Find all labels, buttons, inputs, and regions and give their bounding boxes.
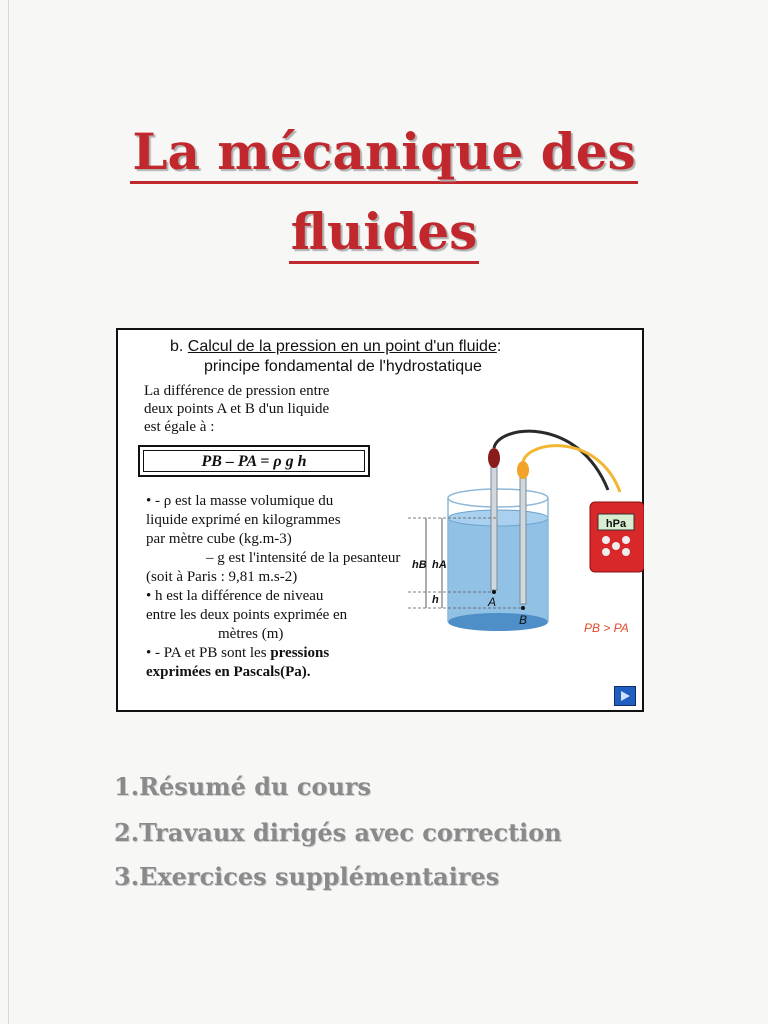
h-def-3: mètres (m) <box>218 626 284 642</box>
h-def-1: • h est la différence de niveau <box>146 588 324 604</box>
label-hA: hA <box>432 559 447 571</box>
section-title: b. Calcul de la pression en un point d'un fluide: <box>170 338 502 355</box>
beaker <box>448 489 548 631</box>
label-B: B <box>519 613 528 627</box>
pressure-formula: PB – PA = ρ g h <box>143 450 365 472</box>
manometer-device <box>590 502 644 572</box>
p-def-1: • - PA et PB sont les pressions <box>146 645 330 661</box>
label-h: h <box>432 594 439 606</box>
intro-text: La différence de pression entre deux points A et B d'un liquide est égale à : <box>144 383 330 435</box>
p-def-2: exprimées en Pascals(Pa). <box>146 664 311 680</box>
section-subtitle: principe fondamental de l'hydrostatique <box>204 358 482 375</box>
device-display: hPa <box>605 518 627 530</box>
hydrostatics-slide <box>116 328 644 712</box>
play-icon[interactable] <box>614 686 636 706</box>
hydrostatic-diagram <box>408 420 644 650</box>
g-def-1: – g est l'intensité de la pesanteur <box>206 550 401 566</box>
document-title-line1: La mécanique des <box>0 122 768 182</box>
definitions-list <box>146 492 408 682</box>
formula-box <box>138 445 370 477</box>
rho-def-3: par mètre cube (kg.m-3) <box>146 531 292 547</box>
document-title-line2: fluides <box>0 202 768 262</box>
pressure-relation: PB > PA <box>584 621 629 635</box>
rho-def-2: liquide exprimé en kilogrammes <box>146 512 341 528</box>
toc-item-td: 2.Travaux dirigés avec correction <box>114 818 562 847</box>
label-hB: hB <box>412 559 427 571</box>
toc-item-resume: 1.Résumé du cours <box>114 772 372 801</box>
black-cable <box>494 431 608 490</box>
h-def-2: entre les deux points exprimée en <box>146 607 348 623</box>
label-A: A <box>488 595 497 609</box>
toc-item-exercices: 3.Exercices supplémentaires <box>114 862 500 891</box>
g-def-2: (soit à Paris : 9,81 m.s-2) <box>146 569 298 585</box>
rho-def-1: • - ρ est la masse volumique du <box>146 493 334 509</box>
